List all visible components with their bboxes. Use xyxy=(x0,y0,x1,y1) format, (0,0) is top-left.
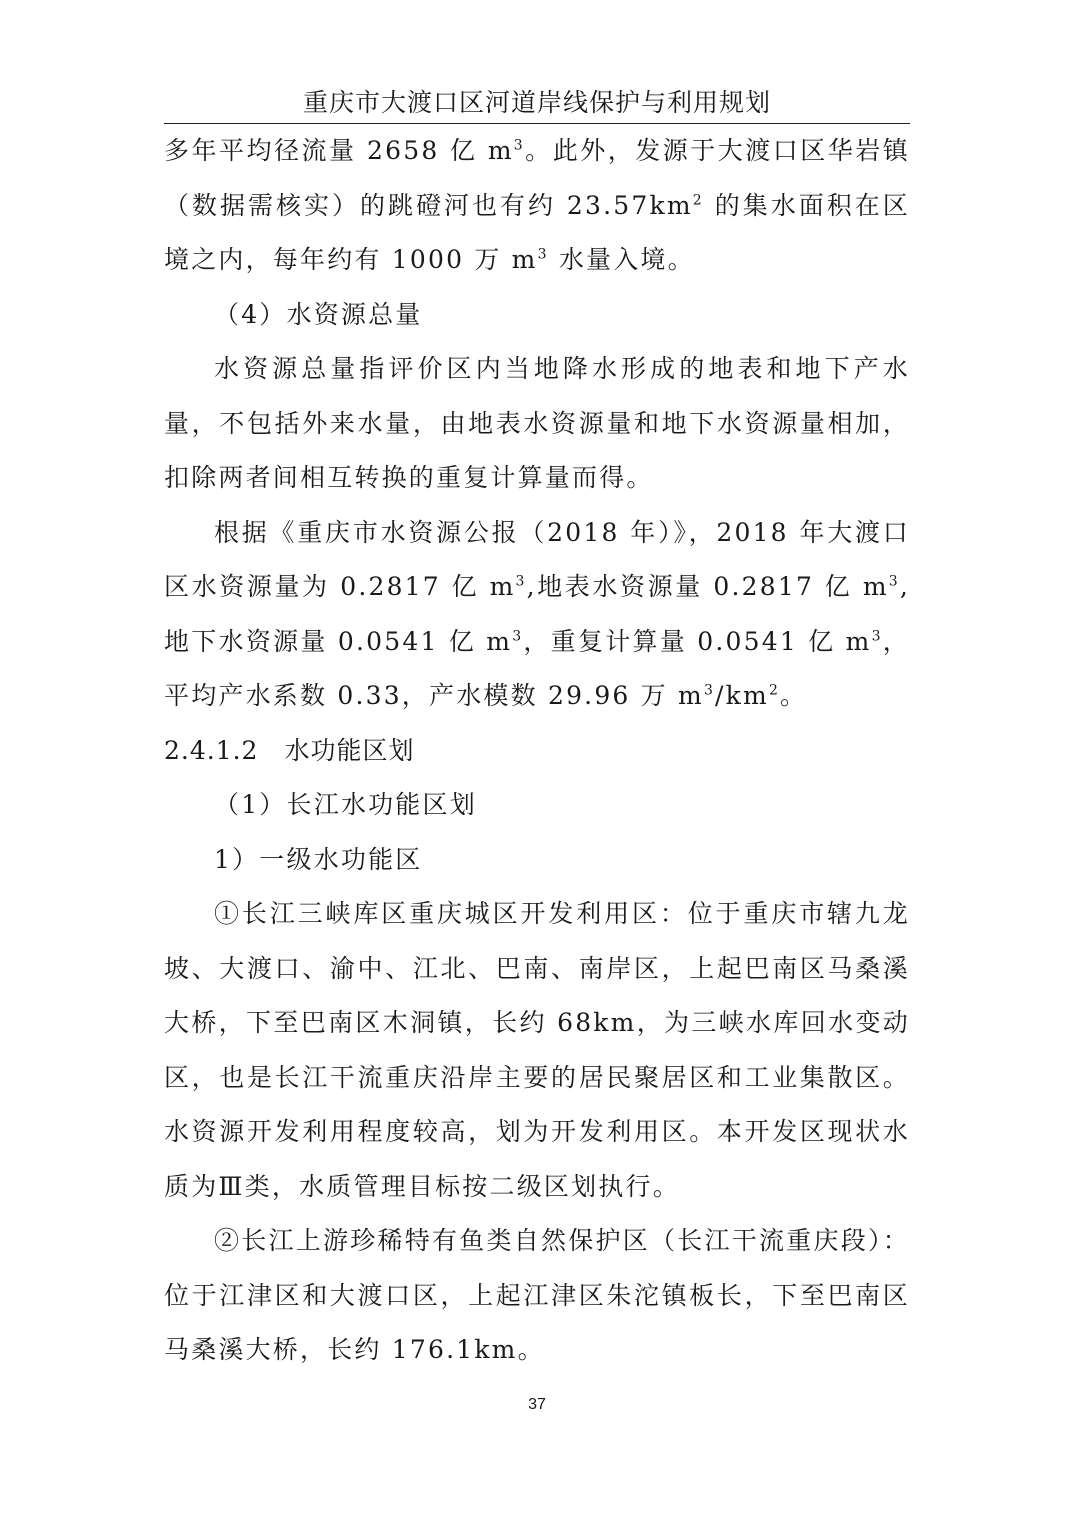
superscript: 3 xyxy=(515,573,527,590)
text-run: /km xyxy=(715,681,769,710)
text-run: 的集水面积在区境之内，每年约有 1000 万 m xyxy=(164,190,910,274)
superscript: 3 xyxy=(888,573,900,590)
superscript: 2 xyxy=(692,192,704,209)
text-run: 1）一级水功能区 xyxy=(214,844,423,874)
page-header-title: 重庆市大渡口区河道岸线保护与利用规划 xyxy=(302,88,771,117)
text-run: ①长江三峡库区重庆城区开发利用区：位于重庆市辖九龙坡、大渡口、渝中、江北、巴南、南岸区，上起巴南区马桑溪大桥，下至巴南区木洞镇，长约 68km，为三峡水库回水变动区，也是长江干流重庆沿岸主要的居民聚居区和工业集散区。水资源开发利用程度较高，划为开发利用区。本开发区现状水质为Ⅲ类，水质管理目标按二级区划执行。 xyxy=(164,899,910,1201)
superscript: 3 xyxy=(537,246,549,263)
text-run: 水量入境。 xyxy=(548,245,695,274)
paragraph xyxy=(164,288,910,343)
paragraph xyxy=(164,1214,910,1378)
section-heading xyxy=(164,724,910,779)
paragraph xyxy=(164,833,910,888)
paragraph xyxy=(164,887,910,1214)
paragraph xyxy=(164,124,910,288)
paragraph xyxy=(164,342,910,506)
text-run: ，重复计算量 0.0541 亿 m xyxy=(523,626,872,656)
paragraph xyxy=(164,778,910,833)
superscript: 3 xyxy=(703,682,716,699)
paragraph xyxy=(164,506,910,724)
text-run: 水资源总量指评价区内当地降水形成的地表和地下产水量，不包括外来水量，由地表水资源量和地下水资源量相加，扣除两者间相互转换的重复计算量而得。 xyxy=(164,354,910,492)
superscript: 3 xyxy=(513,137,525,154)
superscript: 3 xyxy=(871,628,883,645)
text-run: （4）水资源总量 xyxy=(214,299,423,329)
document-body xyxy=(164,124,910,1378)
text-run: 。 xyxy=(780,681,808,710)
text-run: 根据《重庆市水资源公报（2018 年）》，2018 年大渡口区水资源量为 0.2817 亿 m xyxy=(164,517,910,601)
text-run: 2.4.1.2 水功能区划 xyxy=(164,735,415,765)
text-run: （1）长江水功能区划 xyxy=(214,790,477,819)
text-run: ②长江上游珍稀特有鱼类自然保护区（长江干流重庆段）：位于江津区和大渡口区，上起江津区朱沱镇板长，下至巴南区马桑溪大桥，长约 176.1km。 xyxy=(164,1226,910,1364)
superscript: 2 xyxy=(768,682,781,699)
text-run: 。此外，发源于大渡口区华岩镇（数据需核实）的跳磴河也有约 23.57km xyxy=(164,136,910,220)
text-run: 多年平均径流量 2658 亿 m xyxy=(164,136,514,165)
page-number: 37 xyxy=(528,1396,546,1413)
text-run: ，平均产水系数 0.33，产水模数 29.96 万 m xyxy=(164,626,910,710)
text-run: ,地下水资源量 0.0541 亿 m xyxy=(164,572,910,656)
text-run: ,地表水资源量 0.2817 亿 m xyxy=(526,572,889,601)
superscript: 3 xyxy=(512,628,524,645)
